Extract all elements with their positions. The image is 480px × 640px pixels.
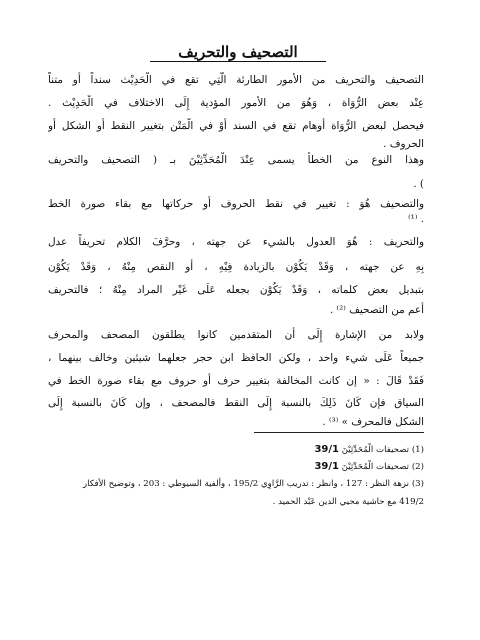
text-line: بتبديل بعض كلماته ، وَقَدْ يَكُوْن بجعله عَلَى غَيْر المراد مِنْهُ ؛ فالتحريف [48,284,424,296]
footnote-text: تصحيفات الْمُحَدِّثِيْنَ [341,462,410,472]
text-line: والتصحيف هُوَ : تغيير في نقط الحروف أَو حركاتها مع بقاء صورة الخط [48,198,424,210]
footnote-marker: (2) [411,462,424,472]
text-line: عِنْد بعض الرُّوَاة ، وَهُوَ من الأمور المؤدية إِلَى الاختلاف في الْحَدِيْث . [48,97,424,109]
footnote-ref: 39/1 [314,461,339,472]
text-line: ولابد من الإشارة إِلَى أن المتقدمين كانوا يطلقون المصحف والمحرف [48,329,424,341]
footnote-text: تصحيفات الْمُحَدِّثِيْنَ [341,445,410,455]
text-line: فيحصل لبعض الرُّوَاة أوهام تقع في السند أَوْ في الْمَتْن بتغيير النقط أَو الشكل أَو [48,120,424,132]
title-underline [150,61,326,62]
footnote [48,443,424,457]
text-line: فَقَدْ قَالَ : « إن كانت المخالفة بتغيير حرف أو حروف مع بقاء صورة الخط في [48,375,424,387]
text-line: الحروف . [383,138,424,150]
text-line: والتحريف : هُوَ العدول بالشيء عن جهته ، وحرَّفَ الكلام تحريفاً عدل [48,236,424,248]
text-line: السياق فإن كَانَ ذَلِكَ بالنسبة إِلَى النقط فالمصحف ، وإن كَانَ بالنسبة إِلَى [48,397,424,409]
footnote-ref: 39/1 [314,444,339,455]
footnote-text: نزهة النظر : 127 ، وانظر : تدريب الرَّاوِي 195/2 ، وألفية السيوطي : 203 ، وتوضيح الأفكار [82,479,410,489]
text-line: الشكل فالمحرف » ⁽³⁾ . [322,416,424,428]
footnote [48,460,424,474]
footnote-marker: (1) [411,445,424,455]
text-line: بِهِ عن جهته ، وَقَدْ يَكُوْن بالزيادة فِيْهِ ، أو النقص مِنْهُ ، وَقَدْ يَكُوْن [48,261,424,273]
text-line: التصحيف والتحريف من الأمور الطارئة الَّتِي تقع في الْحَدِيْث سنداً أو متناً [48,74,424,86]
text-line: جميعاً عَلَى شيء واحد ، ولكن الحافظ ابن حجر جعلهما شيئين وخالف بينهما ، [48,352,424,364]
text-line: . ⁽¹⁾ [408,213,424,225]
text-line: وهذا النوع من الخطأ يسمى عِنْدَ الْمُحَدِّثِيْنَ بـ ( التصحيف والتحريف [48,154,424,166]
page-title: التصحيف والتحريف [178,43,298,61]
footnote-marker: (3) [411,479,424,489]
footnote [48,477,424,491]
footnote-separator [254,432,424,433]
text-line: أعم من التصحيف ⁽²⁾ . [329,304,424,316]
text-line: ) . [413,178,424,190]
footnote-continuation: 419/2 مع حاشية محيي الدين عَبْد الحميد . [272,497,424,507]
